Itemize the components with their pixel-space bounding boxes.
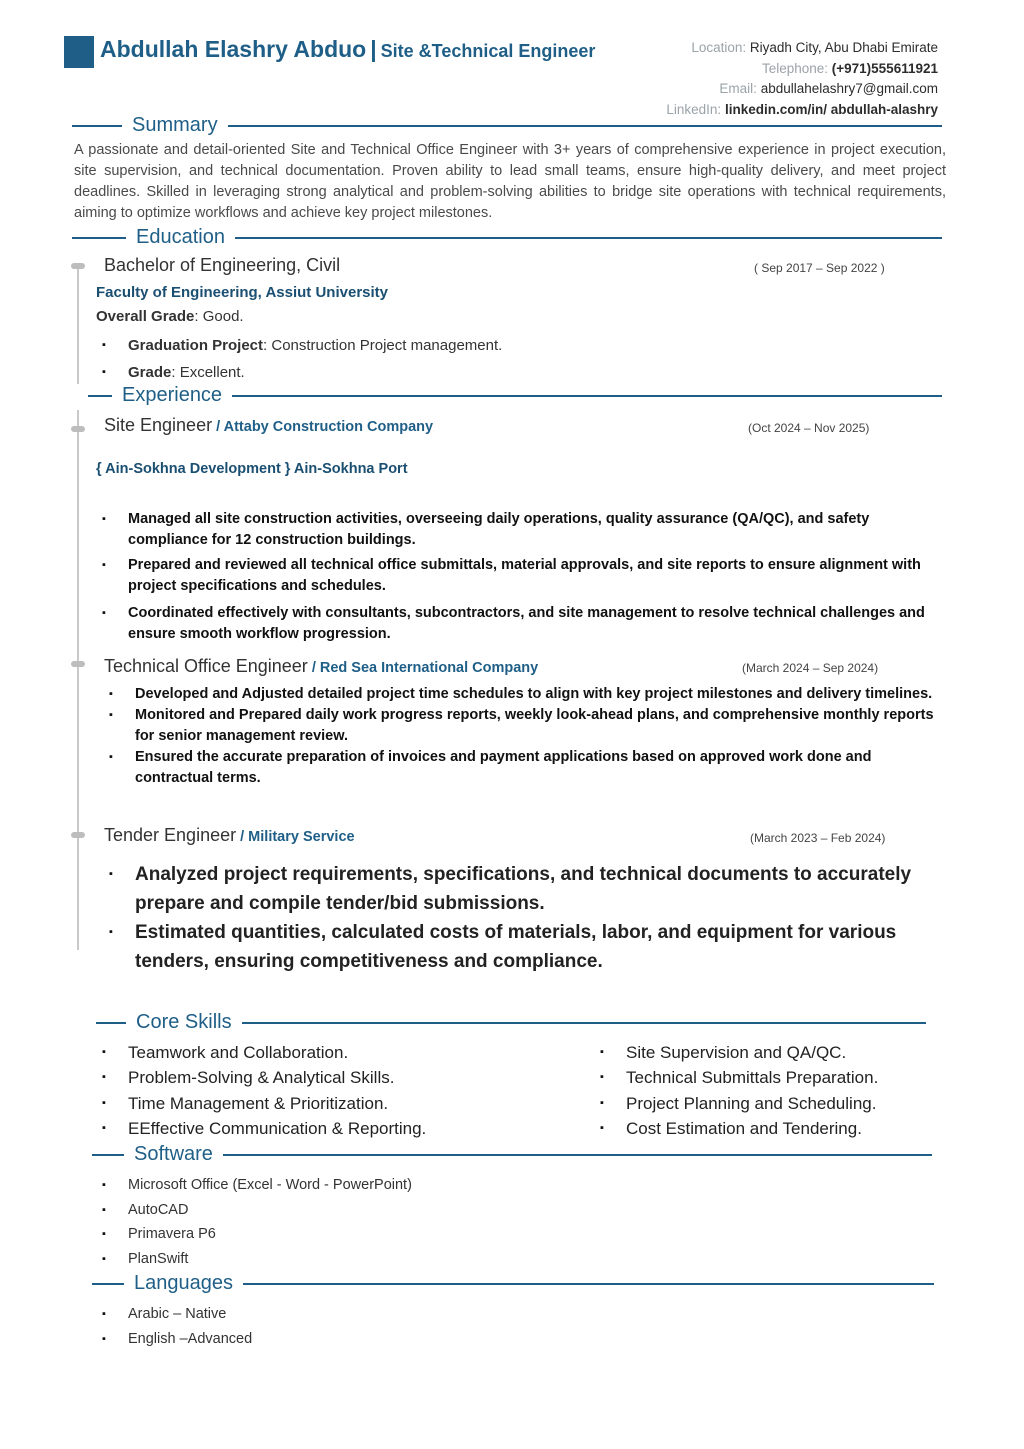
education-heading: Education: [72, 226, 942, 249]
name-accent-block: [64, 36, 94, 68]
list-item: ▪ Graduation Project: Construction Project management.: [128, 332, 502, 359]
contact-location: Location: Riyadh City, Abu Dhabi Emirate: [691, 40, 938, 55]
candidate-name-line: [100, 36, 595, 63]
contact-email: Email: abdullahelashry7@gmail.com: [719, 81, 938, 96]
job-bullets: [135, 860, 925, 976]
timeline-dot: [71, 426, 85, 432]
list-item: ▪ Grade: Excellent.: [128, 359, 502, 386]
contact-block: [666, 38, 938, 120]
timeline-dot: [71, 832, 85, 838]
job-dates: (Oct 2024 – Nov 2025): [748, 421, 870, 435]
job-project: { Ain-Sokhna Development } Ain-Sokhna Port: [96, 461, 408, 477]
job-dates: (March 2024 – Sep 2024): [742, 661, 879, 675]
list-item: ▪ AutoCAD: [128, 1198, 412, 1223]
software-heading: Software: [92, 1143, 932, 1166]
job-bullets: [135, 684, 940, 789]
languages-list: [128, 1302, 252, 1351]
list-item: ▪ Arabic – Native: [128, 1302, 252, 1327]
list-item: ▪ Managed all site construction activities, overseeing daily operations, quality assurance (QA/QC), and safety compliance for 12 construction buildings.: [128, 509, 928, 551]
languages-heading: Languages: [92, 1272, 934, 1295]
timeline-line-education: [77, 266, 79, 384]
name-separator: |: [370, 36, 377, 62]
job-title-site-engineer: Site Engineer / Attaby Construction Company: [104, 415, 434, 435]
education-grade: Overall Grade: Good.: [96, 308, 244, 325]
skills-heading: Core Skills: [96, 1011, 926, 1034]
job-dates: (March 2023 – Feb 2024): [750, 831, 886, 845]
candidate-role: Site &Technical Engineer: [380, 41, 596, 61]
summary-text: A passionate and detail-oriented Site and Technical Office Engineer with 3+ years of comprehensive experience in project execution, site supervision, and technical documentation. Proven ability to lead small teams, ensure high-quality delivery, and meet project deadlines. Skilled in leveraging strong analytical and problem-solving abilities to bridge site operations with technical requirements, aiming to optimize workflows and achieve key project milestones.: [74, 142, 946, 221]
list-item: ▪ EEffective Communication & Reporting.: [128, 1116, 426, 1141]
candidate-name: Abdullah Elashry Abduo: [100, 36, 367, 62]
list-item: ▪ Estimated quantities, calculated costs of materials, labor, and equipment for various tenders, ensuring competitiveness and compliance.: [135, 918, 925, 976]
list-item: ▪ Problem-Solving & Analytical Skills.: [128, 1065, 426, 1090]
summary-heading: Summary: [72, 114, 942, 137]
contact-telephone: Telephone: (+971)555611921: [761, 60, 938, 76]
job-title-tender-engineer: Tender Engineer / Military Service: [104, 825, 355, 845]
timeline-line-experience: [77, 410, 79, 950]
list-item: ▪ Technical Submittals Preparation.: [626, 1065, 878, 1090]
list-item: ▪ Developed and Adjusted detailed project time schedules to align with key project milestones and delivery timelines.: [135, 684, 940, 705]
list-item: ▪ Prepared and reviewed all technical office submittals, material approvals, and site reports to ensure alignment with project specifications and schedules.: [128, 555, 928, 597]
timeline-dot: [71, 263, 85, 269]
job-title-technical-office-engineer: Technical Office Engineer / Red Sea International Company: [104, 656, 539, 676]
list-item: ▪ Coordinated effectively with consultants, subcontractors, and site management to resolve technical challenges and ensure smooth workflow progression.: [128, 603, 928, 645]
education-dates: ( Sep 2017 – Sep 2022 ): [754, 261, 885, 275]
linkedin-link[interactable]: linkedin.com/in/ abdullah-alashry: [724, 101, 938, 117]
job-bullets: [128, 509, 928, 645]
list-item: ▪ Site Supervision and QA/QC.: [626, 1040, 878, 1065]
list-item: ▪ Microsoft Office (Excel - Word - PowerPoint): [128, 1173, 412, 1198]
contact-linkedin: LinkedIn: linkedin.com/in/ abdullah-alashry: [666, 101, 938, 117]
software-list: [128, 1173, 412, 1271]
list-item: ▪ Project Planning and Scheduling.: [626, 1091, 878, 1116]
experience-heading: Experience: [88, 384, 942, 407]
list-item: ▪ Ensured the accurate preparation of invoices and payment applications based on approved work done and contractual terms.: [135, 747, 940, 789]
skills-right-list: [626, 1040, 878, 1141]
list-item: ▪ PlanSwift: [128, 1247, 412, 1272]
list-item: ▪ Monitored and Prepared daily work progress reports, weekly look-ahead plans, and comprehensive monthly reports for senior management review.: [135, 705, 940, 747]
list-item: ▪ Time Management & Prioritization.: [128, 1091, 426, 1116]
skills-left-list: [128, 1040, 426, 1141]
list-item: ▪ Analyzed project requirements, specifications, and technical documents to accurately prepare and compile tender/bid submissions.: [135, 860, 925, 918]
list-item: ▪ Teamwork and Collaboration.: [128, 1040, 426, 1065]
list-item: ▪ Cost Estimation and Tendering.: [626, 1116, 878, 1141]
education-details: [128, 332, 502, 386]
education-faculty: Faculty of Engineering, Assiut University: [96, 284, 389, 301]
education-degree: Bachelor of Engineering, Civil: [104, 255, 341, 275]
list-item: ▪ Primavera P6: [128, 1222, 412, 1247]
timeline-dot: [71, 661, 85, 667]
email-link[interactable]: abdullahelashry7@gmail.com: [760, 81, 938, 96]
list-item: ▪ English –Advanced: [128, 1327, 252, 1352]
